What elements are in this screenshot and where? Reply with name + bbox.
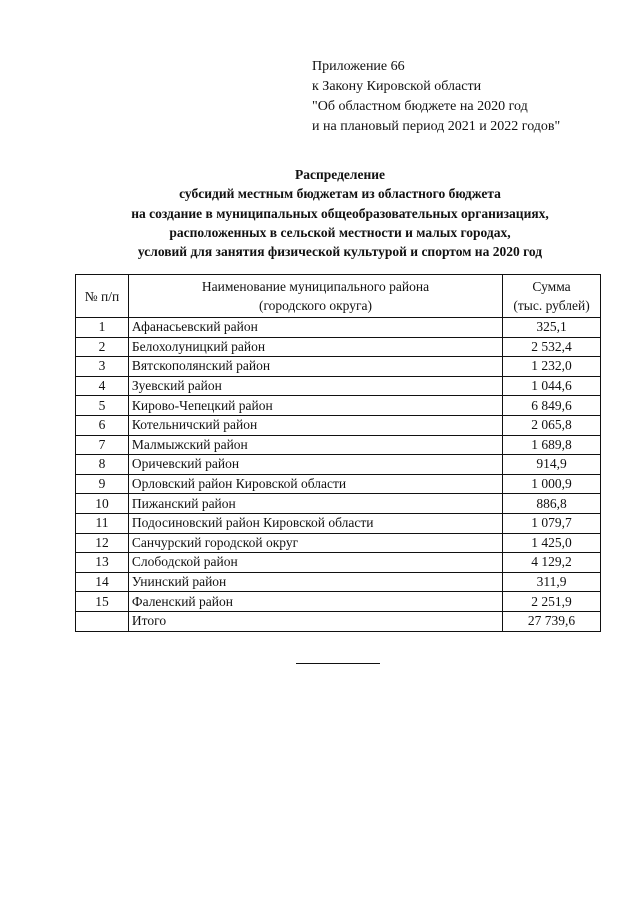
district-name: Вятскополянский район [128,357,502,377]
subsidy-amount: 914,9 [503,455,601,475]
subsidy-amount: 6 849,6 [503,396,601,416]
district-name: Котельничский район [128,415,502,435]
table-row [76,592,601,612]
table-row [76,553,601,573]
subsidy-amount: 27 739,6 [503,611,601,631]
appendix-line: "Об областном бюджете на 2020 год [312,99,528,114]
row-number: 10 [76,494,129,514]
subsidy-amount: 2 532,4 [503,337,601,357]
district-name: Белохолуницкий район [128,337,502,357]
appendix-line: к Закону Кировской области [312,79,482,94]
table-row [76,513,601,533]
row-number: 6 [76,415,129,435]
header-sum-line: Сумма [532,279,571,294]
subsidy-amount: 1 425,0 [503,533,601,553]
subsidy-amount: 1 079,7 [503,513,601,533]
subsidy-amount: 1 000,9 [503,474,601,494]
district-name: Итого [128,611,502,631]
row-number: 12 [76,533,129,553]
document-heading [60,165,620,261]
header-name [128,275,502,318]
row-number: 14 [76,572,129,592]
district-name: Подосиновский район Кировской области [128,513,502,533]
row-number: 11 [76,513,129,533]
row-number [76,611,129,631]
table-row [76,376,601,396]
heading-line: условий для занятия физической культурой и спортом на 2020 год [137,244,543,260]
district-name: Афанасьевский район [128,318,502,338]
district-name: Орловский район Кировской области [128,474,502,494]
subsidy-amount: 1 689,8 [503,435,601,455]
row-number: 15 [76,592,129,612]
district-name: Слободской район [128,553,502,573]
subsidy-amount: 325,1 [503,318,601,338]
table-row [76,474,601,494]
row-number: 5 [76,396,129,416]
table-row [76,435,601,455]
row-number: 4 [76,376,129,396]
table-header-row [76,275,601,318]
row-number: 9 [76,474,129,494]
appendix-line: и на плановый период 2021 и 2022 годов" [312,119,561,134]
table-row [76,337,601,357]
header-name-line: (городского округа) [258,298,373,313]
appendix-line: Приложение 66 [312,59,405,74]
appendix-block [312,57,560,137]
subsidy-table [75,274,601,632]
row-number: 1 [76,318,129,338]
header-number [76,275,129,318]
table-row [76,415,601,435]
row-number: 3 [76,357,129,377]
row-number: 2 [76,337,129,357]
header-sum [503,275,601,318]
subsidy-amount: 886,8 [503,494,601,514]
row-number: 13 [76,553,129,573]
district-name: Унинский район [128,572,502,592]
table-body [76,318,601,632]
district-name: Зуевский район [128,376,502,396]
table-row [76,357,601,377]
table-row [76,455,601,475]
district-name: Оричевский район [128,455,502,475]
table-row [76,396,601,416]
heading-line: Распределение [294,167,386,182]
subsidy-amount: 311,9 [503,572,601,592]
district-name: Малмыжский район [128,435,502,455]
header-sum-line: (тыс. рублей) [513,298,590,313]
heading-line: на создание в муниципальных общеобразовательных организациях, [131,205,549,221]
table-row [76,572,601,592]
table-row [76,494,601,514]
district-name: Фаленский район [128,592,502,612]
header-name-line: Наименование муниципального района [201,279,430,294]
subsidy-amount: 4 129,2 [503,553,601,573]
total-row [76,611,601,631]
heading-line: расположенных в сельской местности и малых городах, [169,224,511,240]
table-row [76,318,601,338]
subsidy-amount: 2 251,9 [503,592,601,612]
table-row [76,533,601,553]
subsidy-amount: 1 044,6 [503,376,601,396]
header-number-label: № п/п [84,288,120,304]
district-name: Кирово-Чепецкий район [128,396,502,416]
district-name: Пижанский район [128,494,502,514]
end-divider [296,663,380,664]
heading-line: субсидий местным бюджетам из областного бюджета [179,186,501,202]
row-number: 7 [76,435,129,455]
subsidy-amount: 1 232,0 [503,357,601,377]
row-number: 8 [76,455,129,475]
subsidy-amount: 2 065,8 [503,415,601,435]
district-name: Санчурский городской округ [128,533,502,553]
